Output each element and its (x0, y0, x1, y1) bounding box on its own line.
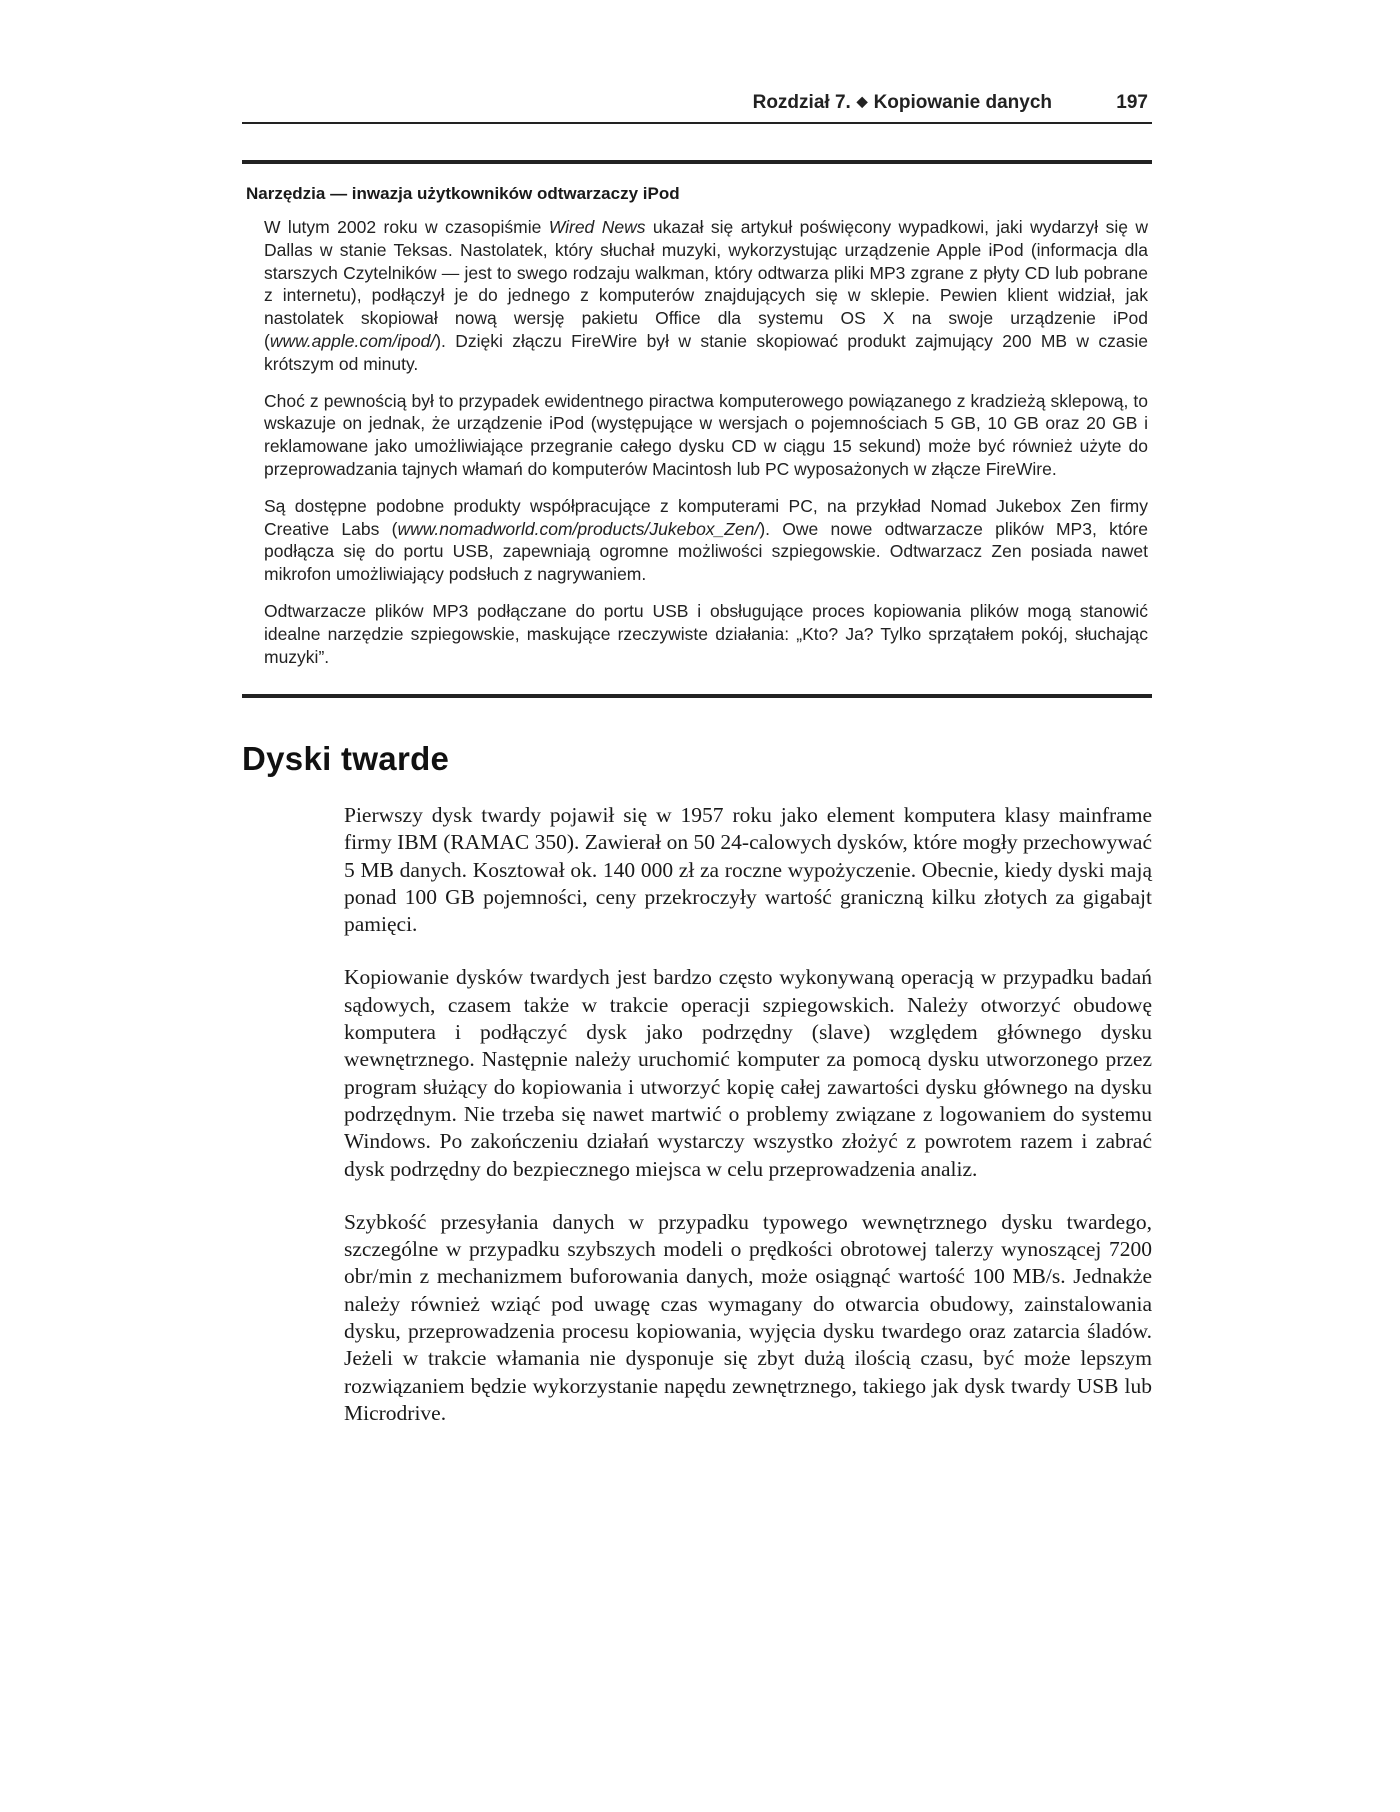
section-heading: Dyski twarde (242, 740, 450, 777)
text-run: ukazał się artykuł poświęcony wypadkowi, jaki wydarzył się w Dallas w stanie Teksas. Nastolatek, który słuchał muzyki, wykorzystując urządzenie Apple iPod (informacja dla starszych Czytelników — jest to swego rodzaju walkman, który odtwarza pliki MP3 zgrane z płyty CD lub pobrane z internetu), podłączył je do jednego z komputerów znajdujących się w sklepie. Pewien klient widział, jak nastolatek skopiował nową wersję pakietu Office dla systemu OS X na swoje urządzenie iPod ( (264, 217, 1148, 351)
chapter-title (753, 92, 1052, 114)
sidebar-body (264, 216, 1148, 668)
publication-name: Wired News (548, 217, 646, 237)
sidebar-paragraph: Odtwarzacze plików MP3 podłączane do portu USB i obsługujące proces kopiowania plików mogą stanowić idealne narzędzie szpiegowskie, maskujące rzeczywiste działania: „Kto? Ja? Tylko sprzątałem pokój, słuchając muzyki”. (264, 600, 1148, 667)
sidebar-paragraph (264, 495, 1148, 586)
body-paragraph: Pierwszy dysk twardy pojawił się w 1957 roku jako element komputera klasy mainframe firmy IBM (RAMAC 350). Zawierał on 50 24-calowych dysków, które mogły przechowywać 5 MB danych. Kosztował ok. 140 000 zł za roczne wypożyczenie. Obecnie, kiedy dyski mają ponad 100 GB pojemności, ceny przekroczyły wartość graniczną kilku złotych za gigabajt pamięci. (344, 803, 1152, 937)
url-text: www.apple.com/ipod/ (269, 330, 436, 351)
text-run: Są dostępne podobne produkty współpracujące z komputerami PC, na przykład Nomad Jukebox Zen firmy Creative Labs ( (264, 495, 1148, 539)
body-paragraph: Szybkość przesyłania danych w przypadku typowego wewnętrznego dysku twardego, szczególne w przypadku szybszych modeli o prędkości obrotowej talerzy wynoszącej 7200 obr/min z mechanizmem buforowania danych, może osiągnąć wartość 100 MB/s. Jednakże należy również wziąć pod uwagę czas wymagany do otwarcia obudowy, zainstalowania dysku, przeprowadzenia procesu kopiowania, wyjęcia dysku twardego oraz zatarcia śladów. Jeżeli w trakcie włamania nie dysponuje się zbyt dużą ilością czasu, być może lepszym rozwiązaniem będzie wykorzystanie napędu zewnętrznego, takiego jak dysk twardy USB lub Microdrive. (344, 1209, 1152, 1425)
text-run: W lutym 2002 roku w czasopiśmie (264, 217, 549, 237)
sidebar-title: Narzędzia — inwazja użytkowników odtwarzaczy iPod (246, 184, 680, 203)
sidebar-paragraph (264, 216, 1148, 376)
body-paragraph: Kopiowanie dysków twardych jest bardzo często wykonywaną operacją w przypadku badań sądowych, czasem także w trakcie operacji szpiegowskich. Należy otworzyć obudowę komputera i podłączyć dysk jako podrzędny (slave) względem głównego dysku wewnętrznego. Następnie należy uruchomić komputer za pomocą dysku utworzonego przez program służący do kopiowania i utworzyć kopię całej zawartości dysku głównego na dysku podrzędnym. Nie trzeba się nawet martwić o problemy związane z logowaniem do systemu Windows. Po zakończeniu działań wystarczy wszystko złożyć z powrotem razem i zabrać dysk podrzędny do bezpiecznego miejsca w celu przeprowadzenia analiz. (344, 965, 1152, 1181)
chapter-name: Kopiowanie danych (873, 92, 1052, 113)
diamond-icon: ◆ (856, 93, 868, 109)
sidebar-box (242, 160, 1152, 698)
chapter-prefix: Rozdział 7. (752, 92, 851, 113)
section-body (344, 802, 1152, 1453)
text-run: ). Owe nowe odtwarzacze plików MP3, które podłącza się do portu USB, zapewniają ogromne możliwości szpiegowskie. Odtwarzacz Zen posiada nawet mikrofon umożliwiający podsłuch z nagrywaniem. (264, 518, 1148, 585)
page-number: 197 (1116, 92, 1148, 113)
sidebar-paragraph: Choć z pewnością był to przypadek ewidentnego piractwa komputerowego powiązanego z kradzieżą sklepową, to wskazuje on jednak, że urządzenie iPod (występujące w wersjach o pojemnościach 5 GB, 10 GB oraz 20 GB i reklamowane jako umożliwiające przegranie całego dysku CD w ciągu 15 sekund) może być również użyte do przeprowadzania tajnych włamań do komputerów Macintosh lub PC wyposażonych w złącze FireWire. (264, 390, 1148, 479)
url-text: www.nomadworld.com/products/Jukebox_Zen/ (397, 518, 760, 539)
running-header (242, 88, 1152, 124)
text-run: ). Dzięki złączu FireWire był w stanie skopiować produkt zajmujący 200 MB w czasie krótszym od minuty. (264, 330, 1148, 374)
